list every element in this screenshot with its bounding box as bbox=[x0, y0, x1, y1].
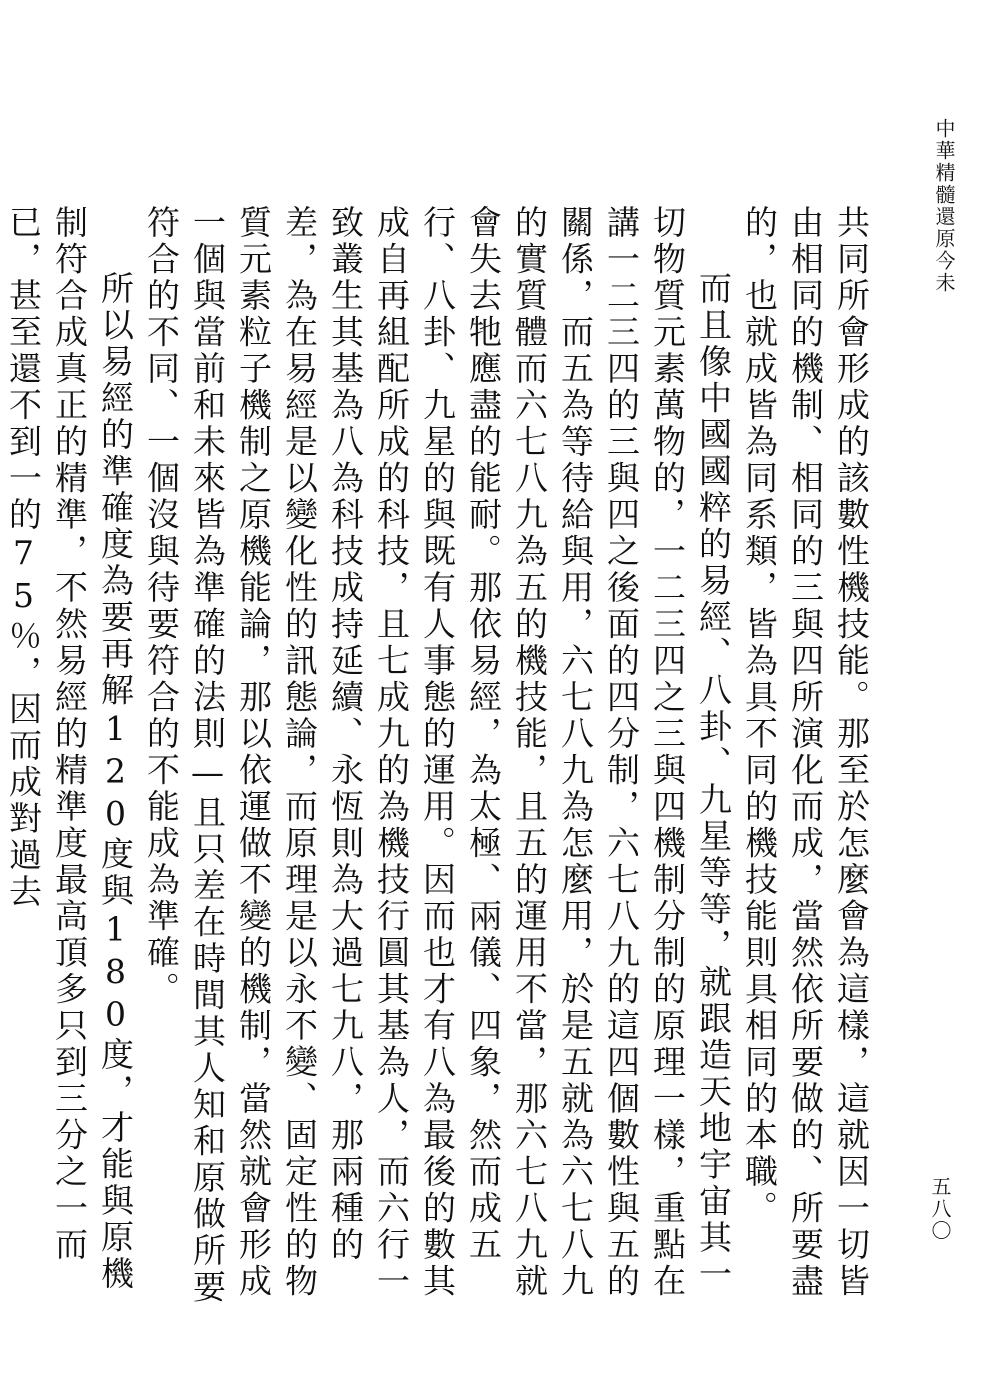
paragraph-1: 共同所會形成的該數性機技能。那至於怎麼會為這樣，這就因一切皆由相同的機制、相同的三與四所演化而成，當然依所要做的、所要盡的，也就成皆為同系類，皆為具不同的機技能則具相同的本職。 bbox=[740, 205, 871, 1300]
paragraph-3: 所以易經的準確度為要再解120度與180度，才能與原機制符合成真正的精準，不然易經的精準度最高頂多只到三分之一而已，甚至還不到一的75％，因而成對過去 bbox=[4, 205, 135, 1293]
page-number: 五八〇 bbox=[928, 1176, 952, 1242]
running-title: 中華精髓還原今未 bbox=[932, 118, 956, 294]
page-body bbox=[4, 205, 874, 1325]
paragraph-2: 而且像中國國粹的易經、八卦、九星等等，就跟造天地宇宙其一切物質元素萬物的，一二三四之三與四機制分制的原理一樣，重點在講一二三四的三與四之後面的四分制，六七八九的這四個數性與五的關係，而五為等待給與用，六七八九為怎麼用，於是五就為六七八九的實質體而六七八九為五的機技能，且五的運用不當，那六七八九就會失去牠應盡的能耐。那依易經，為太極、兩儀、四象，然而成五行、八卦、九星的與既有人事態的運用。因而也才有八為最後的數其成自再組配所成的科技，且七成九的為機技行圓其基為人，而六行一致叢生其基為八為科技成持延續、永恆則為大過七九八，那兩種的差，為在易經是以變化性的訊態論，而原理是以永不變、固定性的物質元素粒子機制之原機能論，那以依運做不變的機制，當然就會形成一個與當前和未來皆為準確的法則—且只差在時間其人知和原做所要符合的不同、一個沒與待要符合的不能成為準確。 bbox=[142, 205, 733, 1306]
